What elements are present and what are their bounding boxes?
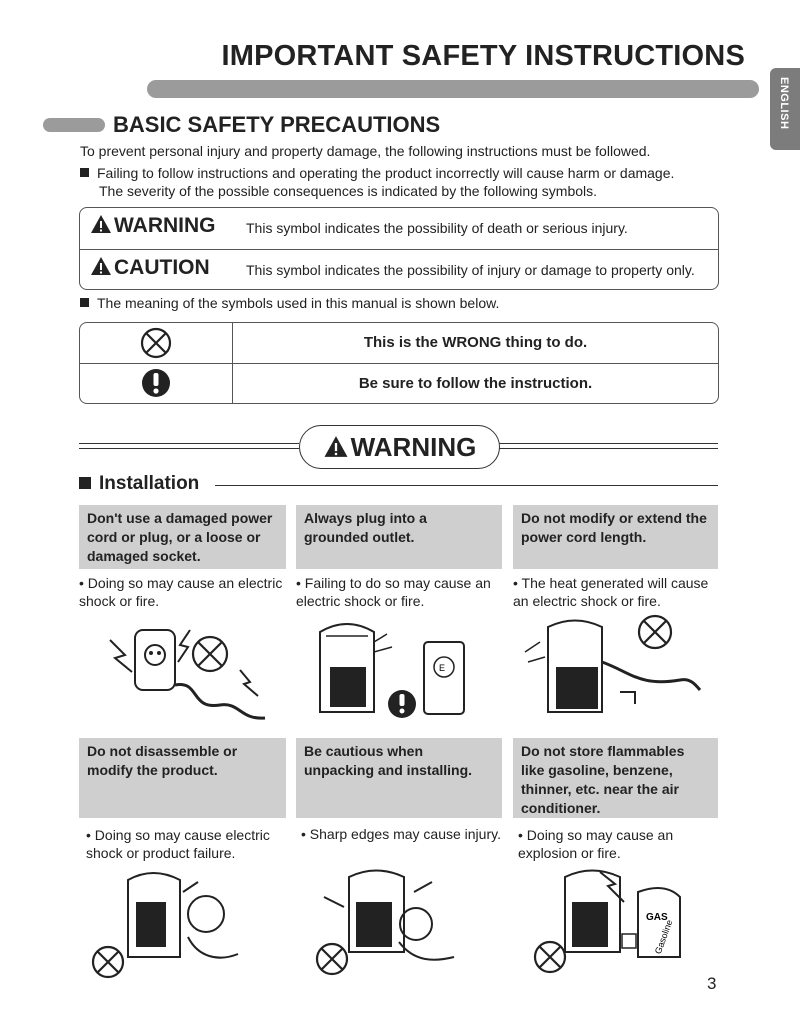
flammables-illustration xyxy=(520,862,710,982)
item-title-box: Do not disassemble or modify the product. xyxy=(79,738,286,818)
section-pill-marker xyxy=(43,118,105,132)
bullet-square-icon xyxy=(80,298,89,307)
symbol-row-warning xyxy=(80,208,718,248)
gas-can-label: GAS xyxy=(646,912,668,923)
meaning-text-follow: Be sure to follow the instruction. xyxy=(358,375,593,392)
grounded-outlet-illustration xyxy=(312,612,492,722)
divider-line xyxy=(498,448,718,449)
socket-mark: E xyxy=(439,663,446,673)
symbol-row-caution xyxy=(80,249,718,290)
prohibited-icon xyxy=(80,323,232,363)
warning-triangle-icon xyxy=(90,214,112,234)
installation-rule xyxy=(215,485,718,486)
divider-line xyxy=(79,448,299,449)
symbol-legend-box xyxy=(79,207,719,290)
gasoline-can-label: Gasoline xyxy=(652,918,675,956)
item-title-box: Do not modify or extend the power cord length. xyxy=(513,505,718,569)
warning-label: WARNING xyxy=(90,214,216,238)
language-tab-label: ENGLISH xyxy=(778,77,790,130)
bullet-square-icon xyxy=(79,477,91,489)
caution-triangle-icon xyxy=(90,256,112,276)
extension-cord-illustration xyxy=(520,612,710,722)
item-bullet: • Failing to do so may cause an electric shock or fire. xyxy=(296,575,491,609)
symbol-meaning-table xyxy=(79,322,719,404)
bullet-square-icon xyxy=(80,168,89,177)
meaning-row-follow xyxy=(80,363,718,404)
item-bullet: • Doing so may cause an electric shock or fire. xyxy=(79,575,283,609)
intro-text: To prevent personal injury and property damage, the following instructions must be followed. xyxy=(80,143,651,159)
page-title: IMPORTANT SAFETY INSTRUCTIONS xyxy=(221,40,745,72)
meaning-text-wrong: This is the WRONG thing to do. xyxy=(363,334,588,351)
section-heading: BASIC SAFETY PRECAUTIONS xyxy=(113,112,441,137)
divider-line xyxy=(79,443,299,444)
disassemble-illustration xyxy=(88,862,278,982)
item-bullet: • Doing so may cause an explosion or fire. xyxy=(518,827,674,861)
caution-label: CAUTION xyxy=(90,256,210,280)
language-tab xyxy=(770,68,800,150)
title-underline-bar xyxy=(147,80,759,98)
damaged-cord-illustration xyxy=(90,610,280,735)
installation-heading: Installation xyxy=(79,473,199,495)
item-title-box: Be cautious when unpacking and installing. xyxy=(296,738,502,818)
failing-text-line2: The severity of the possible consequences is indicated by the following symbols. xyxy=(99,183,598,199)
item-bullet: • The heat generated will cause an electric shock or fire. xyxy=(513,575,709,609)
unpacking-illustration xyxy=(304,862,494,982)
failing-text-line1: Failing to follow instructions and operating the product incorrectly will cause harm or damage. xyxy=(80,164,674,182)
divider-line xyxy=(498,443,718,444)
item-title-box: Always plug into a grounded outlet. xyxy=(296,505,502,569)
warning-badge-label: WARNING xyxy=(350,432,477,462)
item-bullet: • Doing so may cause electric shock or product failure. xyxy=(86,827,270,861)
page-number: 3 xyxy=(707,974,717,993)
meaning-row-wrong xyxy=(80,323,718,363)
warning-badge xyxy=(299,425,500,469)
meaning-intro: The meaning of the symbols used in this manual is shown below. xyxy=(80,294,499,312)
item-title-box: Don't use a damaged power cord or plug, or a loose or damaged socket. xyxy=(79,505,286,569)
caution-description: This symbol indicates the possibility of injury or damage to property only. xyxy=(246,262,695,278)
warning-description: This symbol indicates the possibility of death or serious injury. xyxy=(246,220,628,236)
item-title-box: Do not store flammables like gasoline, benzene, thinner, etc. near the air conditioner. xyxy=(513,738,718,818)
item-bullet: • Sharp edges may cause injury. xyxy=(301,826,501,842)
mandatory-icon xyxy=(80,364,232,404)
warning-triangle-icon xyxy=(323,435,349,458)
